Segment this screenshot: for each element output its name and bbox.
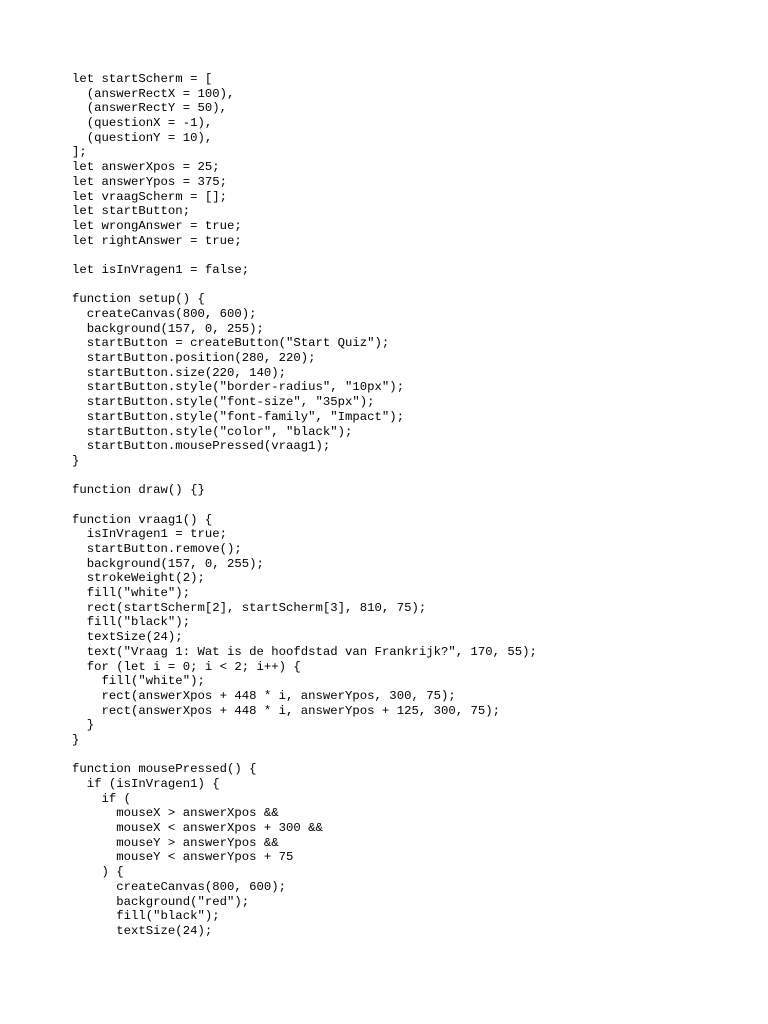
code-line: startButton.style("border-radius", "10px");	[72, 380, 405, 395]
code-line: (answerRectY = 50),	[72, 101, 227, 116]
code-line: }	[72, 718, 95, 733]
code-line: startButton.style("font-family", "Impact");	[72, 409, 405, 424]
code-line: ];	[72, 145, 87, 160]
code-line: rect(answerXpos + 448 * i, answerYpos + 125, 300, 75);	[72, 703, 501, 718]
code-line: }	[72, 732, 80, 747]
code-line: mouseX < answerXpos + 300 &&	[72, 821, 323, 836]
code-line: let rightAnswer = true;	[72, 233, 242, 248]
code-line: startButton = createButton("Start Quiz");	[72, 336, 390, 351]
code-line: }	[72, 453, 80, 468]
code-line: (answerRectX = 100),	[72, 86, 235, 101]
code-line: startButton.remove();	[72, 542, 242, 556]
code-line: (questionX = -1),	[72, 116, 213, 131]
code-line: fill("black");	[72, 615, 191, 630]
code-line: (questionY = 10),	[72, 130, 213, 145]
code-line: startButton.mousePressed(vraag1);	[72, 439, 331, 454]
code-line: mouseY > answerYpos &&	[72, 835, 279, 850]
code-line	[72, 469, 537, 484]
code-line: function setup() {	[72, 292, 205, 307]
code-line: background("red");	[72, 894, 250, 909]
code-line: let vraagScherm = [];	[72, 189, 227, 204]
code-line: let wrongAnswer = true;	[72, 218, 242, 233]
code-line: startButton.style("color", "black");	[72, 424, 353, 439]
code-line: startButton.size(220, 140);	[72, 365, 287, 380]
code-line: rect(answerXpos + 448 * i, answerYpos, 300, 75);	[72, 688, 456, 703]
code-line: startButton.style("font-size", "35px");	[72, 395, 375, 410]
code-line: fill("white");	[72, 674, 205, 689]
code-line: background(157, 0, 255);	[72, 321, 264, 336]
code-line: textSize(24);	[72, 923, 213, 938]
code-line: mouseX > answerXpos &&	[72, 806, 279, 821]
code-line: fill("black");	[72, 909, 220, 924]
code-line: ) {	[72, 865, 124, 880]
code-line	[72, 748, 537, 763]
code-line: if (	[72, 791, 132, 806]
code-line	[72, 498, 537, 513]
code-line: for (let i = 0; i < 2; i++) {	[72, 659, 301, 674]
code-listing	[72, 72, 537, 939]
code-line: let startButton;	[72, 204, 191, 219]
code-line: fill("white");	[72, 586, 191, 601]
code-line: text("Vraag 1: Wat is de hoofdstad van Frankrijk?", 170, 55);	[72, 644, 537, 659]
code-line: background(157, 0, 255);	[72, 556, 264, 571]
code-line: rect(startScherm[2], startScherm[3], 810, 75);	[72, 600, 427, 615]
code-line	[72, 248, 537, 263]
code-line: let isInVragen1 = false;	[72, 262, 250, 277]
code-line: mouseY < answerYpos + 75	[72, 850, 294, 865]
code-line: strokeWeight(2);	[72, 571, 205, 586]
code-line: function vraag1() {	[72, 512, 213, 527]
code-line: function mousePressed() {	[72, 762, 257, 777]
code-line: createCanvas(800, 600);	[72, 879, 287, 894]
code-line: textSize(24);	[72, 630, 183, 645]
code-line: let answerYpos = 375;	[72, 174, 227, 189]
code-line: function draw() {}	[72, 483, 205, 498]
code-line: let answerXpos = 25;	[72, 160, 220, 175]
code-line: let startScherm = [	[72, 72, 213, 86]
code-line: isInVragen1 = true;	[72, 527, 227, 542]
code-line: createCanvas(800, 600);	[72, 307, 257, 321]
code-line: if (isInVragen1) {	[72, 777, 220, 791]
code-line	[72, 278, 537, 293]
code-line: startButton.position(280, 220);	[72, 351, 316, 366]
